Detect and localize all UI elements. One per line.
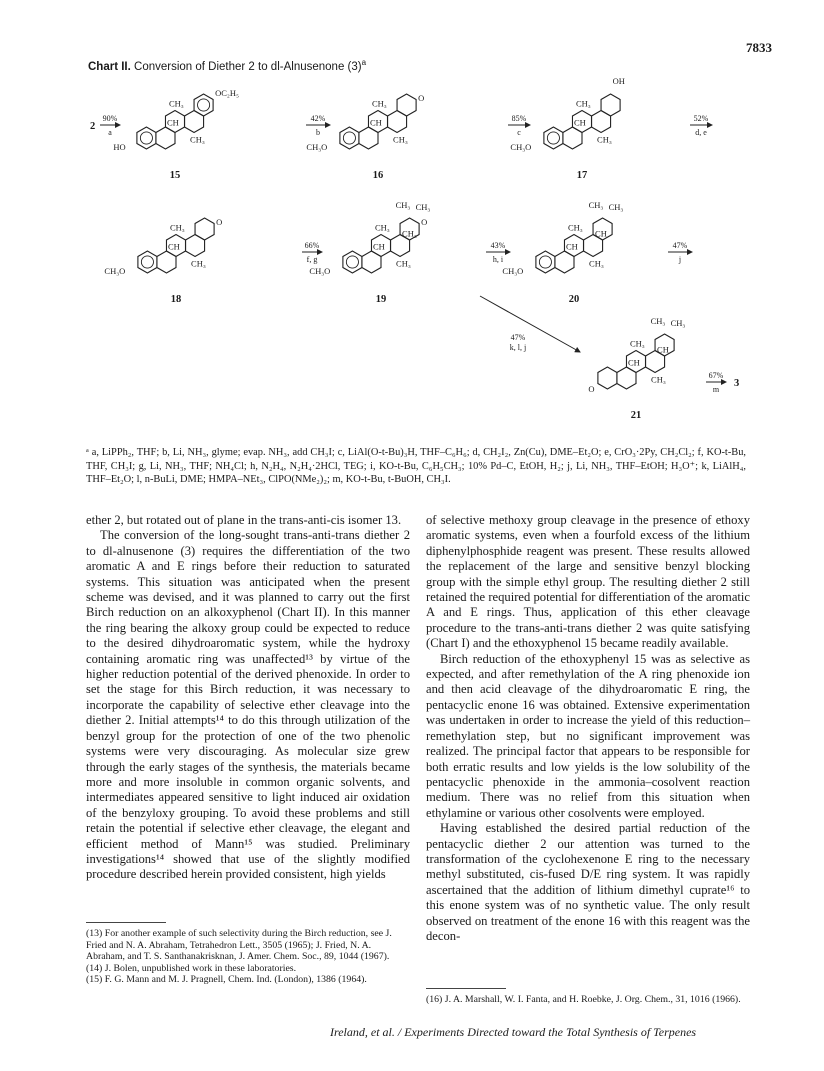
compound-15	[113, 88, 239, 181]
substituent-label: O	[421, 217, 428, 227]
arrow-reagents: a	[108, 128, 112, 137]
substituent-label: CH	[167, 117, 179, 128]
footnote-rule-left	[86, 922, 166, 923]
substituent-label: CH	[595, 228, 607, 239]
arrow-reagents: c	[517, 128, 521, 137]
substituent-label: CH₃	[597, 134, 612, 145]
reference-16: (16) J. A. Marshall, W. I. Fanta, and H. Roebke, J. Org. Chem., 31, 1016 (1966).	[426, 994, 741, 1005]
ring	[137, 127, 156, 149]
compound-18	[104, 217, 222, 305]
arrow-yield: 42%	[310, 114, 326, 123]
reaction-arrow	[668, 241, 692, 264]
chart-title-label: Chart II.	[88, 60, 131, 73]
compound-17	[510, 76, 624, 181]
compound-number: 19	[375, 294, 387, 305]
reaction-arrow	[706, 371, 726, 394]
compound-16	[306, 93, 424, 181]
substituent-label: CH₃	[568, 222, 583, 233]
substituent-label: CH₃O	[104, 266, 126, 276]
substituent-label: CH₃	[589, 258, 604, 269]
ring	[138, 251, 157, 273]
chart-title-text: Conversion of Diether 2 to dl-Alnusenone (3)	[134, 60, 362, 73]
chart-title-sup: a	[361, 58, 367, 67]
aromatic-circle	[343, 132, 355, 144]
arrow-reagents: f, g	[306, 255, 318, 264]
chart-footnote: ᵃ a, LiPPh₂, THF; b, Li, NH₃, glyme; evap. NH₃, add CH₃I; c, LiAl(O-t-Bu)₃H, THF–C₆H₆; d, CH₂I₂, Zn(Cu), DME–Et₂O; e, CrO₃·2Py, CH₂Cl₂; f, KO-t-Bu, THF, CH₃I; g, Li, NH₃, THF; NH₄Cl; h, N₂H₄, N₂H₄·2HCl, TEG; i, KO-t-Bu, C₆H₅CH₃; 10% Pd–C, EtOH, H₂; j, Li, NH₃, THF–EtOH; H₃O⁺; k, LiAlH₄, THF–Et₂O; l, n-BuLi, DME; HMPA–NEt₃, ClPO(NMe₂)₂; m, KO-t-Bu, t-BuOH, CH₃I.	[86, 447, 746, 485]
left-para-1: ether 2, but rotated out of plane in the trans-anti-cis isomer 13.	[86, 513, 402, 527]
substituent-label: CH₃	[169, 98, 184, 109]
arrow-yield: 67%	[708, 371, 724, 380]
ring	[397, 94, 416, 116]
substituent-label: CH	[566, 241, 578, 252]
ring	[195, 218, 214, 240]
substituent-label: O	[588, 384, 595, 394]
substituent-label: CH₃	[588, 200, 604, 210]
right-para-3: Having established the desired partial reduction of the pentacyclic diether 2 our attention was turned to the transformation of the cyclohexenone E ring to the necessary methyl substituted, cis-fused D/E ring system. It was rapidly ascertained that the addition of lithium dimethyl cuprate¹⁶ to this enone system was of no synthetic value. The only result observed on treatment of the enone 16 with this reagent was the decon-	[426, 821, 750, 943]
substituent-label: CH	[168, 241, 180, 252]
substituent-label: CH₃O	[510, 142, 532, 152]
reaction-arrow	[486, 241, 510, 264]
substituent-label: CH₃	[402, 228, 417, 239]
compound-20	[502, 200, 623, 305]
right-column	[426, 513, 750, 944]
compound-19	[306, 200, 431, 305]
reaction-arrow	[306, 114, 330, 137]
compound-21	[588, 316, 685, 421]
left-para-2: The conversion of the long-sought trans-anti-trans diether 2 to dl-alnusenone (3) requires the differentiation of the two aromatic A and E rings before their reduction to saturated systems. This situation was anticipated when the present scheme was devised, and it was planned to carry out the first Birch reduction on an alkoxyphenol (Chart II). In this manner the ring bearing the alkoxy group could be expected to reduce to the desired dihydroaromatic system, while the hydroxy containing aromatic ring was unaffected¹³ by virtue of the higher reduction potential of the derived phenoxide. In order to set the stage for this Birch reduction, it was necessary to incorporate the capability of selective ether cleavage into the diether 2. Initial attempts¹⁴ to do this through utilization of the benzyl group for the protection of one of the two phenolic systems were very discouraging. As molecular size grew through the early stages of the synthesis, the materials became more and more insoluble in common organic solvents, and intermediates appeared sensitive to light induced air oxidation of the benzyloxy grouping. To avoid these problems and still retain the potential if selective ether cleavage, the elegant and efficient method of Mann¹⁵ was studied. Preliminary investigations¹⁴ showed that use of the slightly modified procedure described herein provided consistent, high yields	[86, 528, 410, 882]
aromatic-circle	[539, 256, 551, 268]
substituent-label: CH₃	[576, 98, 591, 109]
start-compound: 2	[90, 121, 96, 132]
arrow-reagents: k, l, j	[509, 343, 527, 352]
substituent-label: CH₃	[191, 258, 206, 269]
substituent-label: CH₃	[670, 318, 686, 328]
arrow-yield: 52%	[693, 114, 709, 123]
substituent-label: CH₃	[372, 98, 387, 109]
footnote-rule-right	[426, 988, 506, 989]
substituent-label: O	[418, 93, 425, 103]
compound-number: 18	[170, 294, 182, 305]
references-right	[426, 994, 750, 1006]
ring	[536, 251, 555, 273]
substituent-label: OH	[612, 76, 625, 86]
aromatic-circle	[547, 132, 559, 144]
reference-15: (15) F. G. Mann and M. J. Pragnell, Chem. Ind. (London), 1386 (1964).	[86, 974, 367, 986]
ring	[544, 127, 563, 149]
substituent-label: CH	[628, 357, 640, 368]
reaction-arrow	[100, 114, 120, 137]
substituent-label: CH₃	[650, 316, 666, 326]
substituent-label: CH₃O	[309, 266, 331, 276]
compound-number: 20	[568, 294, 580, 305]
arrow-line	[480, 296, 580, 352]
substituent-label: CH₃	[170, 222, 185, 233]
reaction-arrow	[508, 114, 530, 137]
end-compound: 3	[734, 378, 740, 389]
compound-number: 16	[372, 170, 384, 181]
substituent-label: CH₃	[375, 222, 390, 233]
substituent-label: CH	[574, 117, 586, 128]
ring	[598, 367, 617, 389]
substituent-label: O	[216, 217, 223, 227]
aromatic-circle	[198, 99, 210, 111]
ring	[601, 94, 620, 116]
compound-number: 15	[169, 170, 181, 181]
ring	[340, 127, 359, 149]
substituent-label: CH₃O	[502, 266, 524, 276]
arrow-reagents: b	[316, 128, 320, 137]
reaction-arrow	[480, 296, 580, 352]
arrow-reagents: d, e	[695, 128, 707, 137]
ring	[194, 94, 213, 116]
running-footer: Ireland, et al. / Experiments Directed toward the Total Synthesis of Terpenes	[330, 1025, 697, 1039]
arrow-yield: 47%	[672, 241, 688, 250]
substituent-label: CH₃	[415, 202, 431, 212]
reaction-arrow	[302, 241, 322, 264]
reaction-scheme	[0, 0, 824, 445]
substituent-label: CH₃	[190, 134, 205, 145]
arrow-yield: 85%	[511, 114, 527, 123]
arrow-reagents: j	[678, 255, 682, 264]
reaction-arrow	[690, 114, 712, 137]
arrow-yield: 66%	[304, 241, 320, 250]
arrow-yield: 43%	[490, 241, 506, 250]
right-para-2: Birch reduction of the ethoxyphenyl 15 was as selective as expected, and after remethylation of the A ring phenoxide ion and then acid cleavage of the dihydroaromatic E ring, the pentacyclic enone 16 was obtained. Extensive experimentation was undertaken in order to increase the yield of this reduction–remethylation step, but no significant improvement was realized. The principal factor that appears to be responsible for both erratic results and low yields is the low solubility of the pentacyclic phenoxide in the ammonia–cosolvent reaction medium. There was no relief from this situation when ethylamine or various other cosolvents were employed.	[426, 651, 750, 820]
aromatic-circle	[140, 132, 152, 144]
ring	[343, 251, 362, 273]
references-left	[86, 928, 410, 986]
substituent-label: CH₃	[630, 338, 645, 349]
arrow-reagents: m	[712, 385, 720, 394]
compound-number: 17	[576, 170, 588, 181]
aromatic-circle	[346, 256, 358, 268]
page-number: 7833	[746, 40, 772, 55]
arrow-yield: 47%	[510, 333, 526, 342]
substituent-label: CH	[373, 241, 385, 252]
substituent-label: CH₃	[651, 374, 666, 385]
reference-13: (13) For another example of such selectivity during the Birch reduction, see J. Fried and N. A. Abraham, Tetrahedron Lett., 3505 (1965); J. Fried, N. A. Abraham, and T. S. Santhanakrisknan, J. Amer. Chem. Soc., 89, 1044 (1967).	[86, 928, 392, 963]
substituent-label: CH₃	[608, 202, 624, 212]
compound-number: 21	[630, 410, 642, 421]
substituent-label: CH	[370, 117, 382, 128]
substituent-label: OC₂H₅	[215, 88, 239, 98]
arrow-yield: 90%	[102, 114, 118, 123]
arrow-reagents: h, i	[492, 255, 504, 264]
reference-14: (14) J. Bolen, unpublished work in these laboratories.	[86, 962, 297, 974]
substituent-label: CH₃	[393, 134, 408, 145]
substituent-label: CH₃O	[306, 142, 328, 152]
substituent-label: CH₃	[396, 258, 411, 269]
substituent-label: HO	[113, 142, 126, 152]
substituent-label: CH	[657, 344, 669, 355]
substituent-label: CH₃	[395, 200, 411, 210]
aromatic-circle	[141, 256, 153, 268]
right-para-1: of selective methoxy group cleavage in the presence of ethoxy aromatic systems, even when a fourfold excess of the lithium diphenylphosphide reagent was present. These results allowed the replacement of the large and sensitive benzyl blocking group with the simple ethyl group. The resulting diether 2 still retained the required potential for differentiation of the aromatic A and E rings. Thus, application of this ether cleavage procedure to the trans-anti-trans diether 2 was quite satisfying (Chart I) and the ethoxyphenol 15 became readily available.	[426, 513, 750, 651]
left-column	[86, 513, 410, 883]
